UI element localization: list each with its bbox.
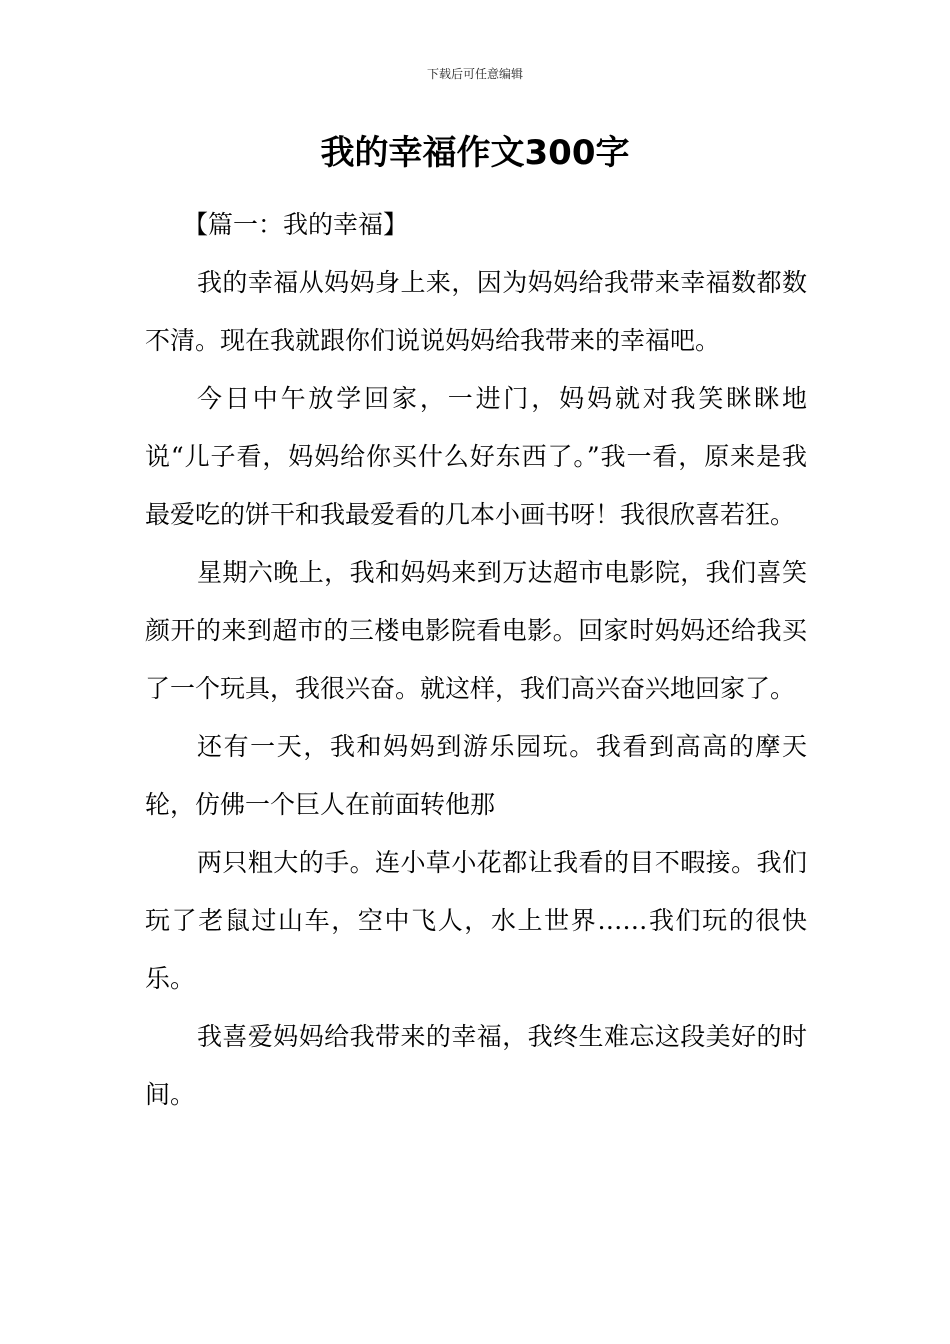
paragraph: 两只粗大的手。连小草小花都让我看的目不暇接。我们玩了老鼠过山车，空中飞人，水上世界……我们玩的很快乐。 xyxy=(145,848,807,993)
paragraph: 今日中午放学回家，一进门，妈妈就对我笑眯眯地说“儿子看，妈妈给你买什么好东西了。”我一看，原来是我最爱吃的饼干和我最爱看的几本小画书呀！我很欣喜若狂。 xyxy=(145,384,807,529)
document-title: 我的幸福作文300字 xyxy=(320,133,630,173)
paragraph: 我的幸福从妈妈身上来，因为妈妈给我带来幸福数都数不清。现在我就跟你们说说妈妈给我带来的幸福吧。 xyxy=(145,268,807,355)
document-body xyxy=(145,196,807,1124)
header-note: 下载后可任意编辑 xyxy=(426,67,523,81)
section-heading: 【篇一：我的幸福】 xyxy=(183,210,409,239)
paragraph: 星期六晚上，我和妈妈来到万达超市电影院，我们喜笑颜开的来到超市的三楼电影院看电影。回家时妈妈还给我买了一个玩具，我很兴奋。就这样，我们高兴奋兴地回家了。 xyxy=(145,558,807,703)
paragraph: 还有一天，我和妈妈到游乐园玩。我看到高高的摩天轮，仿佛一个巨人在前面转他那 xyxy=(145,732,807,819)
paragraph: 我喜爱妈妈给我带来的幸福，我终生难忘这段美好的时间。 xyxy=(145,1022,807,1109)
